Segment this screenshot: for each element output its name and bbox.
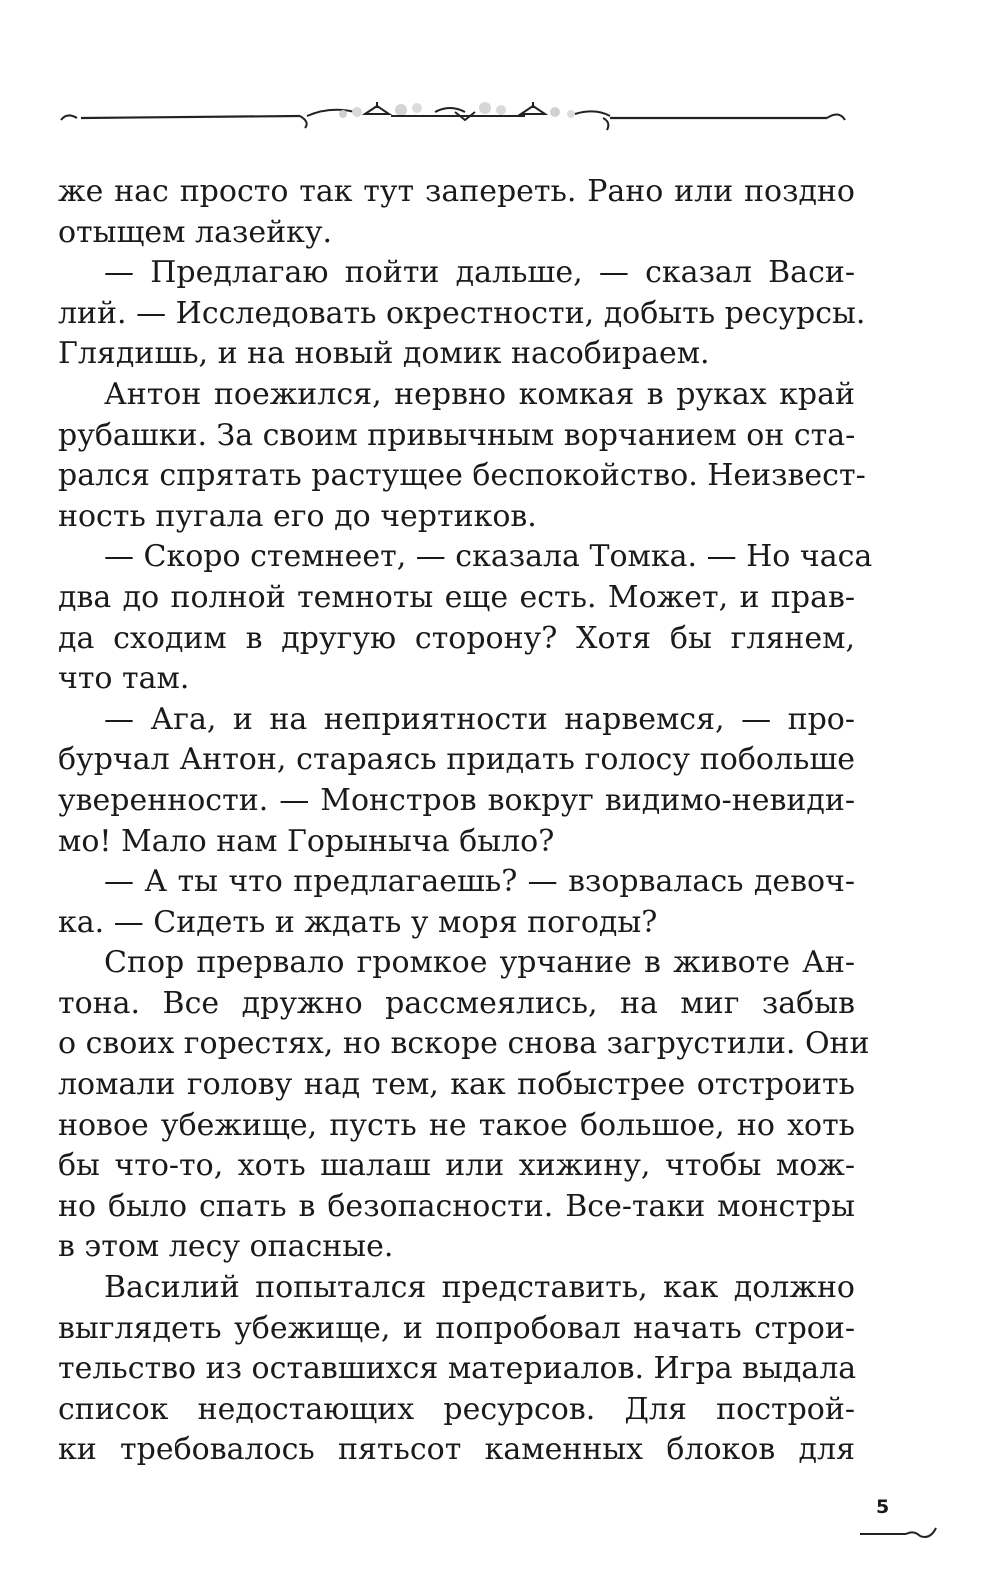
text-line: рубашки. За своим привычным ворчанием он ста- <box>58 417 856 453</box>
text-line: отыщем лазейку. <box>58 214 333 250</box>
text-line: — Скоро стемнеет, — сказала Томка. — Но часа <box>104 539 873 575</box>
text-line: в этом лесу опасные. <box>58 1229 394 1265</box>
page-number: 5 <box>876 1496 890 1518</box>
text-line: же нас просто так тут запереть. Рано или поздно <box>58 174 855 209</box>
text-line: ломали голову над тем, как побыстрее отстроить <box>58 1067 855 1103</box>
text-line: бурчал Антон, стараясь придать голосу побольше <box>58 742 855 778</box>
text-line: мо! Мало нам Горыныча было? <box>58 823 555 859</box>
text-line: новое убежище, пусть не такое большое, но хоть <box>58 1107 855 1143</box>
text-line: выглядеть убежище, и попробовал начать строи- <box>58 1310 855 1346</box>
text-line: о своих горестях, но вскоре снова загрустили. Они <box>58 1026 870 1062</box>
text-line: — Предлагаю пойти дальше, — сказал Васи- <box>104 255 855 291</box>
text-line: уверенности. — Монстров вокруг видимо-невиди- <box>58 782 855 818</box>
text-line: ность пугала его до чертиков. <box>58 498 537 534</box>
body-text <box>58 172 873 1471</box>
text-line: Глядишь, и на новый домик насобираем. <box>58 336 710 372</box>
text-line: да сходим в другую сторону? Хотя бы глянем, <box>58 620 855 656</box>
text-line: бы что-то, хоть шалаш или хижину, чтобы мож- <box>58 1148 855 1184</box>
text-line: тельство из оставшихся материалов. Игра выдала <box>58 1351 857 1387</box>
page-flourish-icon <box>858 1520 948 1542</box>
text-line: что там. <box>58 661 190 697</box>
text-line: ка. — Сидеть и ждать у моря погоды? <box>58 904 658 940</box>
text-line: — Ага, и на неприятности нарвемся, — про- <box>104 701 855 737</box>
decorative-divider-icon <box>55 92 855 142</box>
text-line: два до полной темноты еще есть. Может, и прав- <box>58 579 855 615</box>
text-line: Антон поежился, нервно комкая в руках край <box>104 376 855 412</box>
text-line: ки требовалось пятьсот каменных блоков для <box>58 1432 855 1468</box>
text-line: лий. — Исследовать окрестности, добыть ресурсы. <box>58 295 866 331</box>
text-line: Спор прервало громкое урчание в животе Ан- <box>104 945 855 981</box>
text-line: Василий попытался представить, как должно <box>104 1270 855 1306</box>
text-line: но было спать в безопасности. Все-таки монстры <box>58 1188 855 1224</box>
text-line: рался спрятать растущее беспокойство. Неизвест- <box>58 458 866 494</box>
text-line: список недостающих ресурсов. Для построй- <box>58 1391 855 1427</box>
text-line: тона. Все дружно рассмеялись, на миг забыв <box>58 985 855 1021</box>
text-line: — А ты что предлагаешь? — взорвалась девоч- <box>104 864 855 900</box>
